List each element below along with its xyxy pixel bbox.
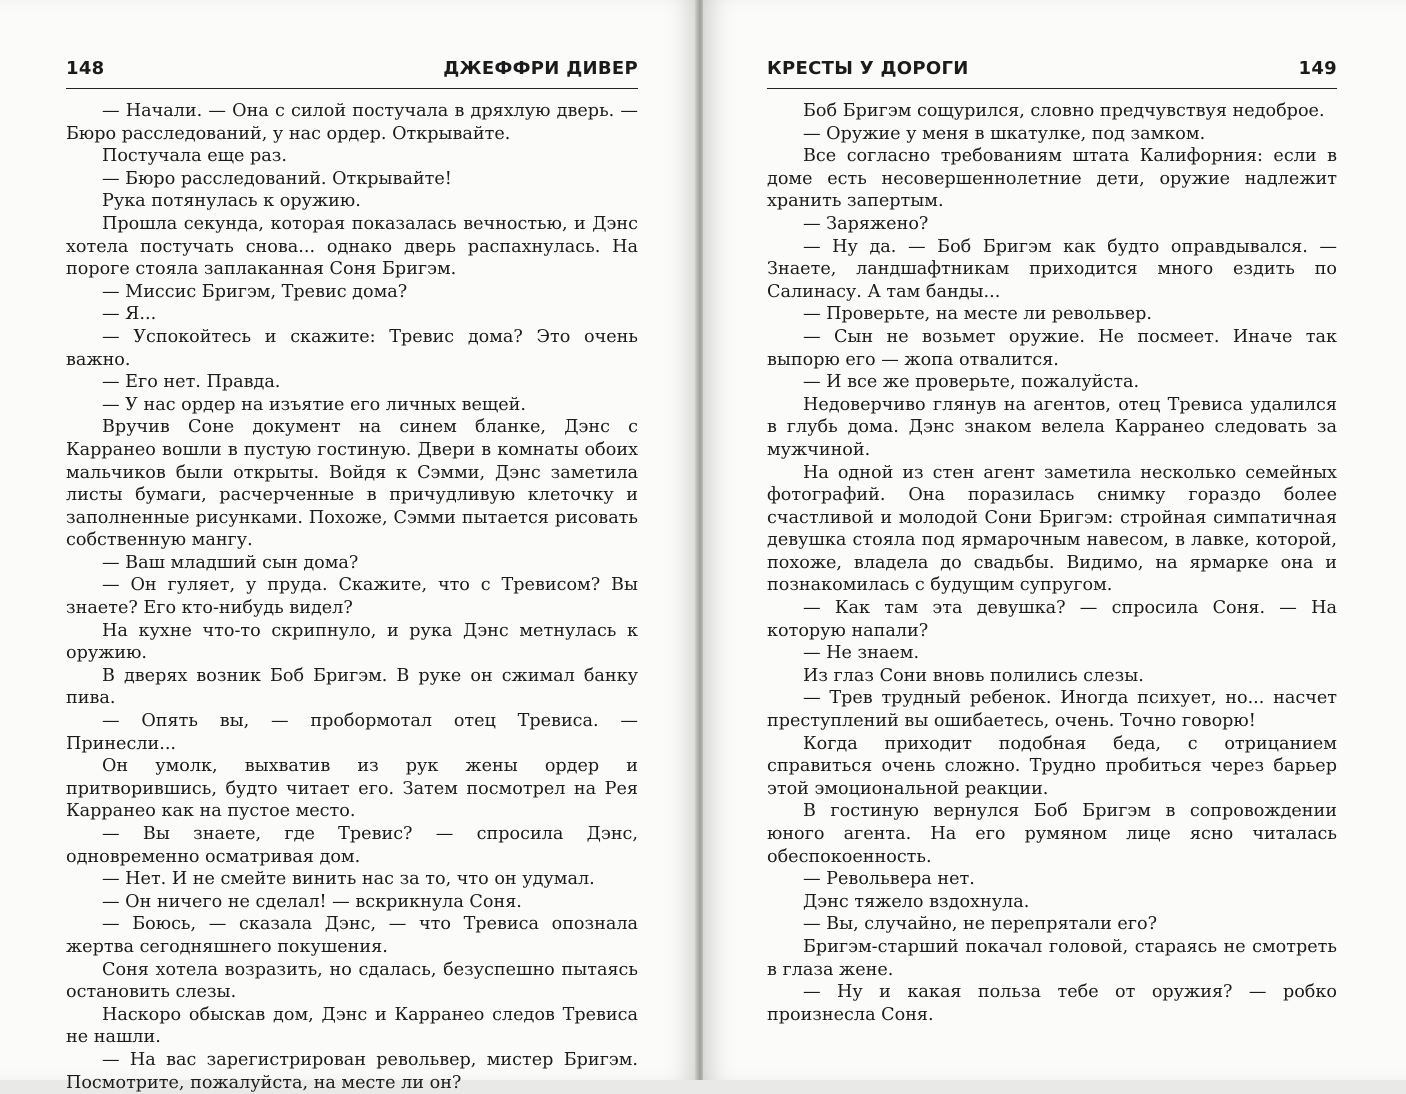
paragraph: — Нет. И не смейте винить нас за то, что он удумал. [102, 869, 595, 890]
running-head-author: ДЖЕФФРИ ДИВЕР [443, 58, 638, 79]
paragraph: — Миссис Бригэм, Тревис дома? [102, 281, 408, 302]
paragraph: — Не знаем. [803, 643, 920, 664]
paragraph: — Он гуляет, у пруда. Скажите, что с Тревисом? Вы знаете? Его кто-нибудь видел? [66, 575, 638, 619]
paragraph: Недоверчиво глянув на агентов, отец Тревиса удалился в глубь дома. Дэнс знаком велела Карранео следовать за мужчиной. [767, 394, 1337, 460]
paragraph: Рука потянулась к оружию. [102, 191, 361, 212]
paragraph: — Оружие у меня в шкатулке, под замком. [803, 123, 1206, 144]
paragraph: — Он ничего не сделал! — вскрикнула Соня. [102, 891, 522, 912]
paragraph: Бригэм-старший покачал головой, стараясь не смотреть в глаза жене. [767, 936, 1337, 980]
left-page-body [66, 100, 638, 1094]
paragraph: Наскоро обыскав дом, Дэнс и Карранео следов Тревиса не нашли. [66, 1004, 638, 1048]
page-number: 148 [66, 58, 105, 79]
paragraph: — Револьвера нет. [803, 869, 975, 890]
paragraph: — Вы, случайно, не перепрятали его? [803, 914, 1158, 935]
paragraph: В дверях возник Боб Бригэм. В руке он сжимал банку пива. [66, 665, 638, 709]
paragraph: В гостиную вернулся Боб Бригэм в сопровождении юного агента. На его румяном лице ясно читалась обеспокоенность. [767, 801, 1337, 867]
paragraph: — Его нет. Правда. [102, 372, 281, 393]
page-number: 149 [1298, 58, 1337, 79]
paragraph: — Заряжено? [803, 213, 929, 234]
paragraph: Соня хотела возразить, но сдалась, безуспешно пытаясь остановить слезы. [66, 959, 638, 1003]
paragraph: Прошла секунда, которая показалась вечностью, и Дэнс хотела постучать снова... однако дверь распахнулась. На пороге стояла заплаканная Соня Бригэм. [66, 213, 638, 280]
paragraph: — Ваш младший сын дома? [102, 552, 359, 573]
paragraph: Из глаз Сони вновь полились слезы. [803, 665, 1144, 686]
paragraph: — На вас зарегистрирован револьвер, мистер Бригэм. Посмотрите, пожалуйста, на месте ли он? [66, 1049, 638, 1093]
paragraph: — И все же проверьте, пожалуйста. [803, 372, 1140, 393]
paragraph: Дэнс тяжело вздохнула. [803, 891, 1030, 912]
right-page-body [767, 100, 1337, 1026]
paragraph: На одной из стен агент заметила несколько семейных фотографий. Она поразилась снимку гораздо более счастливой и молодой Сони Бригэм: стройная симпатичная девушка стояла под ярмарочным навесом, в лавке, которой, похоже, владела до свадьбы. Видимо, на ярмарке она и познакомилась с будущим супругом. [767, 462, 1337, 596]
paragraph: — Как там эта девушка? — спросила Соня. — На которую напали? [767, 598, 1337, 641]
paragraph: — Ну да. — Боб Бригэм как будто оправдывался. — Знаете, ландшафтникам приходится много ездить по Салинасу. А там банды... [767, 236, 1337, 302]
running-head-title: КРЕСТЫ У ДОРОГИ [767, 58, 969, 79]
paragraph: — Опять вы, — пробормотал отец Тревиса. — Принесли... [66, 711, 638, 754]
paragraph: — Я... [102, 304, 157, 325]
paragraph: — Успокойтесь и скажите: Тревис дома? Это очень важно. [66, 326, 638, 370]
paragraph: — Сын не возьмет оружие. Не посмеет. Иначе так выпорю его — жопа отвалится. [767, 326, 1337, 370]
paragraph: — Ну и какая польза тебе от оружия? — робко произнесла Соня. [767, 982, 1337, 1025]
right-page-header [767, 56, 1337, 89]
left-page-header [66, 56, 638, 89]
paragraph: На кухне что-то скрипнуло, и рука Дэнс метнулась к оружию. [66, 620, 638, 664]
paragraph: — Боюсь, — сказала Дэнс, — что Тревиса опознала жертва сегодняшнего покушения. [66, 914, 638, 957]
paragraph: — Вы знаете, где Тревис? — спросила Дэнс, одновременно осматривая дом. [66, 824, 638, 867]
paragraph: Когда приходит подобная беда, с отрицанием справиться очень сложно. Трудно пробиться через барьер этой эмоциональной реакции. [767, 733, 1337, 799]
paragraph: Все согласно требованиям штата Калифорния: если в доме есть несовершеннолетние дети, оружие надлежит хранить запертым. [767, 146, 1337, 212]
left-page [0, 0, 697, 1093]
paragraph: Он умолк, выхватив из рук жены ордер и притворившись, будто читает его. Затем посмотрел на Рея Карранео как на пустое место. [66, 756, 638, 822]
right-page [703, 0, 1406, 1080]
paragraph: — Трев трудный ребенок. Иногда психует, но... насчет преступлений вы ошибаетесь, очень. Точно говорю! [767, 688, 1337, 732]
paragraph: Вручив Соне документ на синем бланке, Дэнс с Карранео вошли в пустую гостиную. Двери в комнаты обоих мальчиков были открыты. Войдя к Сэмми, Дэнс заметила листы бумаги, расчерченные в причудливую клеточку и заполненные рисунками. Похоже, Сэмми пытается рисовать собственную мангу. [66, 417, 638, 551]
paragraph: — Бюро расследований. Открывайте! [102, 168, 452, 189]
paragraph: — У нас ордер на изъятие его личных вещей. [102, 394, 526, 415]
paragraph: — Проверьте, на месте ли револьвер. [803, 304, 1152, 325]
paragraph: — Начали. — Она с силой постучала в дряхлую дверь. — Бюро расследований, у нас ордер. Открывайте. [66, 101, 638, 144]
paragraph: Постучала еще раз. [102, 146, 287, 167]
paragraph: Боб Бригэм сощурился, словно предчувствуя недоброе. [803, 101, 1325, 121]
